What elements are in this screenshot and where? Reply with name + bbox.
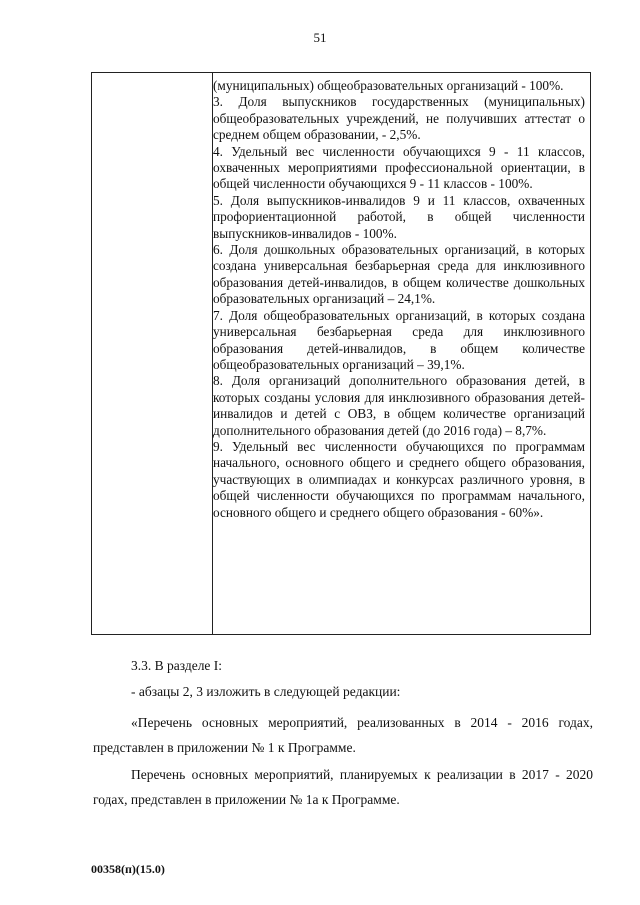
indicator-text: (муниципальных) общеобразовательных организаций - 100%.: [213, 78, 564, 93]
paragraph-text: Перечень основных мероприятий, планируемых к реализации в 2017 - 2020 годах, представлен в приложении № 1а к Программе.: [93, 767, 593, 807]
amendment-table: [91, 72, 591, 635]
indicator-text: 3. Доля выпускников государственных (муниципальных) общеобразовательных учреждений, не получивших аттестат о среднем общем образовании, - 2,5%.: [213, 94, 585, 143]
indicator-text: 9. Удельный вес численности обучающихся по программам начального, основного общего и среднего общего образования, участвующих в олимпиадах и конкурсах различного уровня, в общей численности обучающихся по программам начального, основного общего и среднего общего образования - 60%».: [213, 438, 585, 520]
instruction-text: - абзацы 2, 3 изложить в следующей редакции:: [131, 684, 401, 699]
table-right-cell: [213, 78, 585, 521]
indicator-text: 6. Доля дошкольных образовательных организаций, в которых создана универсальная безбарьерная среда для инклюзивного образования детей-инвалидов, в общем количестве дошкольных образовательных организаций – 24,1%.: [213, 242, 585, 307]
indicator-text: 4. Удельный вес численности обучающихся 9 - 11 классов, охваченных мероприятиями профессиональной ориентации, в общей численности обучающихся 9 - 11 классов - 100%.: [213, 143, 585, 192]
indicator-text: 5. Доля выпускников-инвалидов 9 и 11 классов, охваченных профориентационной работой, в общей численности выпускников-инвалидов - 100%.: [213, 192, 585, 241]
indicator-text: 7. Доля общеобразовательных организаций, в которых создана универсальная безбарьерная среда для инклюзивного образования детей-инвалидов, в общем количестве общеобразовательных организаций – 39,1%.: [213, 307, 585, 372]
page-number: 51: [313, 30, 327, 45]
paragraph-text: «Перечень основных мероприятий, реализованных в 2014 - 2016 годах, представлен в приложении № 1 к Программе.: [93, 715, 593, 755]
table-left-cell: [92, 73, 213, 634]
section-heading: 3.3. В разделе I:: [131, 658, 223, 673]
indicator-text: 8. Доля организаций дополнительного образования детей, в которых созданы условия для инклюзивного образования детей-инвалидов и детей с ОВЗ, в общем количестве организаций дополнительного образования детей (до 2016 года) – 8,7%.: [213, 373, 585, 438]
document-code: 00358(п)(15.0): [91, 862, 165, 876]
